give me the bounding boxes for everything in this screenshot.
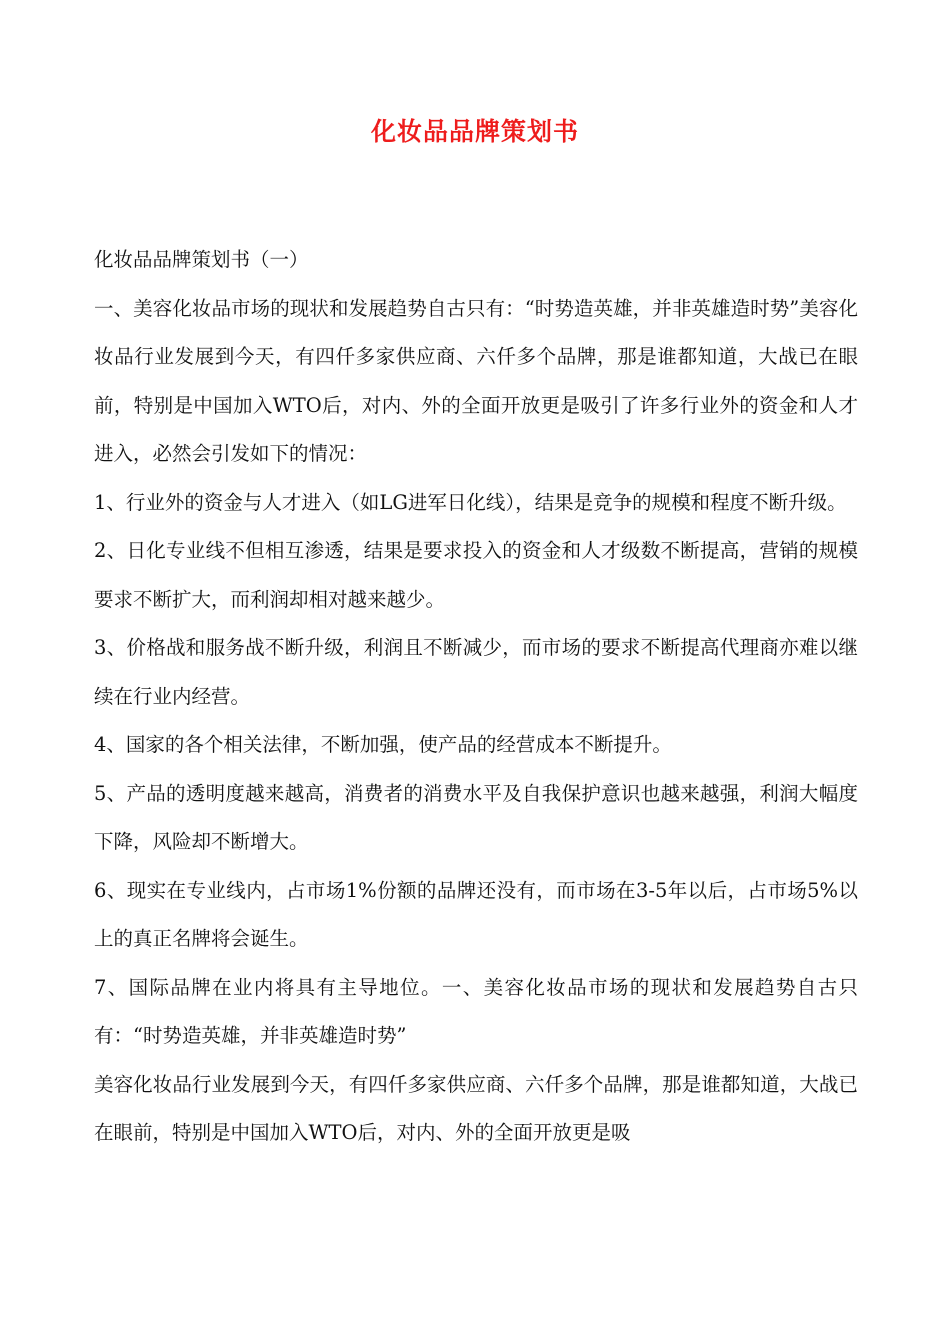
document-body	[94, 236, 858, 1158]
list-item: 4、国家的各个相关法律，不断加强，使产品的经营成本不断提升。	[94, 733, 672, 756]
paragraph: 美容化妆品行业发展到今天，有四仟多家供应商、六仟多个品牌，那是谁都知道，大战已在眼前，特别是中国加入WTO后，对内、外的全面开放更是吸	[94, 1072, 858, 1144]
list-item: 3、价格战和服务战不断升级，利润且不断减少，而市场的要求不断提高代理商亦难以继续在行业内经营。	[94, 636, 858, 708]
list-item: 2、日化专业线不但相互渗透，结果是要求投入的资金和人才级数不断提高，营销的规模要求不断扩大，而利润却相对越来越少。	[94, 539, 858, 611]
list-item: 5、产品的透明度越来越高，消费者的消费水平及自我保护意识也越来越强，利润大幅度下降，风险却不断增大。	[94, 781, 858, 853]
list-item: 1、行业外的资金与人才进入（如LG进军日化线），结果是竞争的规模和程度不断升级。	[94, 490, 847, 514]
document-title: 化妆品品牌策划书	[370, 117, 579, 146]
section-heading: 化妆品品牌策划书（一）	[94, 248, 309, 271]
list-item: 6、现实在专业线内，占市场1%份额的品牌还没有，而市场在3-5年以后，占市场5%以上的真正名牌将会诞生。	[94, 878, 858, 950]
list-item: 7、国际品牌在业内将具有主导地位。一、美容化妆品市场的现状和发展趋势自古只有：“时势造英雄，并非英雄造时势”	[94, 975, 858, 1047]
paragraph: 一、美容化妆品市场的现状和发展趋势自古只有：“时势造英雄，并非英雄造时势”美容化妆品行业发展到今天，有四仟多家供应商、六仟多个品牌，那是谁都知道，大战已在眼前，特别是中国加入WTO后，对内、外的全面开放更是吸引了许多行业外的资金和人才进入，必然会引发如下的情况：	[94, 296, 858, 465]
